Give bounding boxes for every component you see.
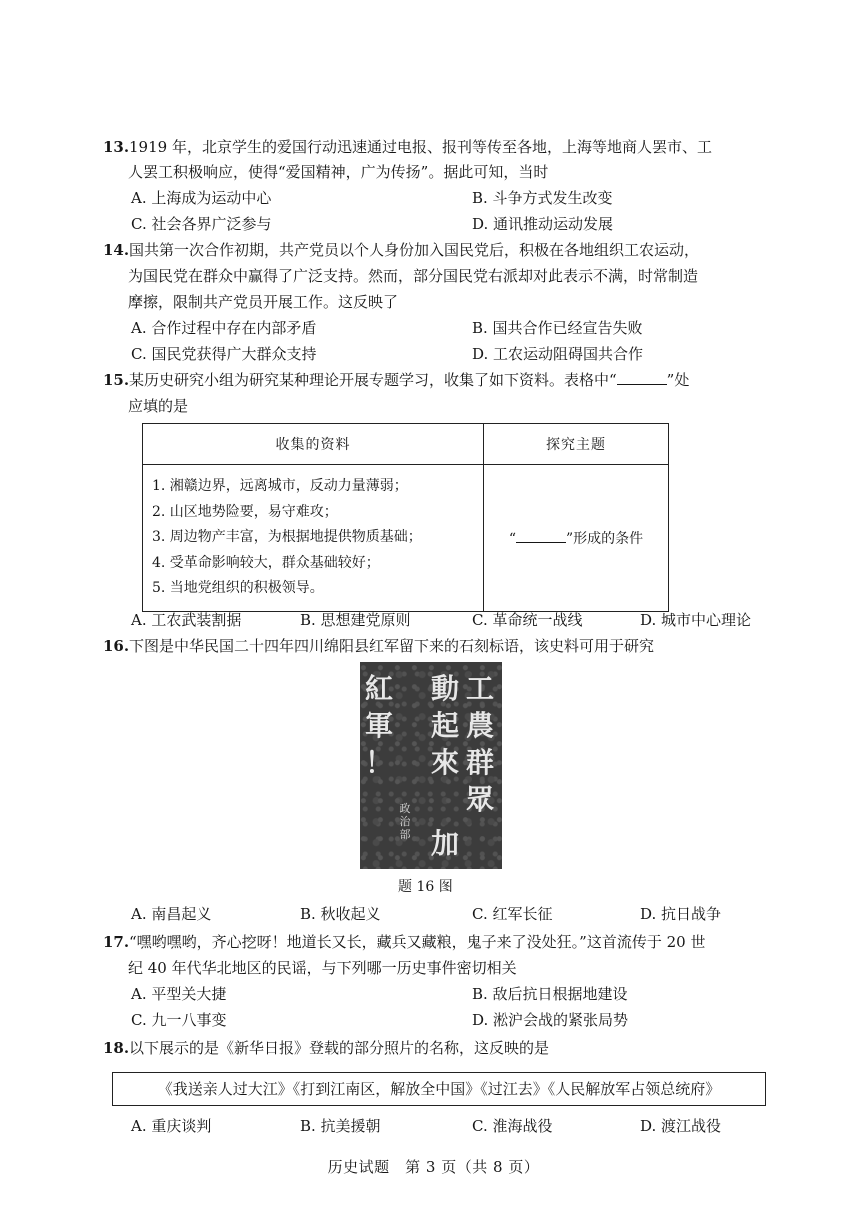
figure-caption: 题 16 图 xyxy=(398,879,453,895)
stone-text-column: 工 農 群 眾 xyxy=(465,672,494,816)
q14-option-b: B. 国共合作已经宣告失败 xyxy=(472,319,643,337)
stone-text-column: 加 xyxy=(430,827,459,860)
q17-option-b: B. 敌后抗日根据地建设 xyxy=(472,985,628,1003)
q18-option-c: C. 淮海战役 xyxy=(472,1117,553,1135)
table-materials-cell xyxy=(143,465,484,612)
q17-number: 17. xyxy=(103,933,130,951)
q15-option-a: A. 工农武装割据 xyxy=(131,611,242,629)
q14-option-c: C. 国民党获得广大群众支持 xyxy=(131,345,317,363)
q15-option-b: B. 思想建党原则 xyxy=(300,611,411,629)
q16-option-d: D. 抗日战争 xyxy=(640,905,722,923)
q17-option-d: D. 淞沪会战的紧张局势 xyxy=(472,1011,629,1029)
table-topic-cell: “ ”形成的条件 xyxy=(484,465,669,612)
q18-stem-line1: 18.以下展示的是《新华日报》登载的部分照片的名称，这反映的是 xyxy=(103,1036,773,1060)
q15-option-c: C. 革命统一战线 xyxy=(472,611,583,629)
q13-option-a: A. 上海成为运动中心 xyxy=(131,189,272,207)
q14-stem-line1: 14.国共第一次合作初期，共产党员以个人身份加入国民党后，积极在各地组织工农运动， xyxy=(103,238,773,262)
stone-signature: 政 治 部 xyxy=(399,802,411,841)
q13-option-d: D. 通讯推动运动发展 xyxy=(472,215,614,233)
q14-number: 14. xyxy=(103,241,130,259)
q14-stem-line2: 为国民党在群众中赢得了广泛支持。然而，部分国民党右派却对此表示不满，时常制造 xyxy=(128,267,699,285)
q17-stem-line1: 17.“嘿哟嘿哟，齐心挖呀！地道长又长，藏兵又藏粮，鬼子来了没处狂。”这首流传于 20 世 xyxy=(103,930,773,954)
q15-stem-line1: 15.某历史研究小组为研究某种理论开展专题学习，收集了如下资料。表格中“ ”处 xyxy=(103,368,773,392)
q15-blank xyxy=(617,370,667,385)
material-item: 3. 周边物产丰富，为根据地提供物质基础； xyxy=(152,529,422,545)
q16-stem-line1: 16.下图是中华民国二十四年四川绵阳县红军留下来的石刻标语，该史料可用于研究 xyxy=(103,634,773,658)
q17-option-a: A. 平型关大捷 xyxy=(131,985,227,1003)
q17-option-c: C. 九一八事变 xyxy=(131,1011,227,1029)
material-item: 4. 受革命影响较大，群众基础较好； xyxy=(152,554,380,571)
q14-option-d: D. 工农运动阻碍国共合作 xyxy=(472,345,644,363)
q13-stem-line1: 13.1919 年，北京学生的爱国行动迅速通过电报、报刊等传至各地，上海等地商人罢市、工 xyxy=(103,135,773,159)
material-item: 2. 山区地势险要，易守难攻； xyxy=(152,503,338,520)
q14-option-a: A. 合作过程中存在内部矛盾 xyxy=(131,319,317,337)
material-item: 1. 湘赣边界，远离城市，反动力量薄弱； xyxy=(152,478,408,494)
q14-stem-line3: 摩擦，限制共产党员开展工作。这反映了 xyxy=(128,293,399,311)
table-header-topic: 探究主题 xyxy=(484,424,669,465)
q18-option-a: A. 重庆谈判 xyxy=(131,1117,212,1135)
q15-option-d: D. 城市中心理论 xyxy=(640,611,752,629)
q17-stem-line2: 纪 40 年代华北地区的民谣，与下列哪一历史事件密切相关 xyxy=(128,959,517,977)
topic-blank xyxy=(516,528,566,543)
q18-photo-titles-box: 《我送亲人过大江》《打到江南区，解放全中国》《过江去》《人民解放军占领总统府》 xyxy=(112,1072,766,1106)
q18-option-b: B. 抗美援朝 xyxy=(300,1117,381,1135)
page-footer: 历史试题 第 3 页（共 8 页） xyxy=(327,1158,540,1176)
q18-number: 18. xyxy=(103,1039,130,1057)
q13-option-b: B. 斗争方式发生改变 xyxy=(472,189,613,207)
q16-number: 16. xyxy=(103,637,130,655)
stone-text-column: 動 起 來 xyxy=(430,672,459,779)
table-header-materials: 收集的资料 xyxy=(143,424,484,465)
q13-stem-line2: 人罢工积极响应，使得“爱国精神，广为传扬”。据此可知，当时 xyxy=(128,163,549,181)
q13-number: 13. xyxy=(103,138,130,156)
q16-option-a: A. 南昌起义 xyxy=(131,905,212,923)
q16-option-c: C. 红军长征 xyxy=(472,905,553,923)
q13-option-c: C. 社会各界广泛参与 xyxy=(131,215,272,233)
q16-option-b: B. 秋收起义 xyxy=(300,905,381,923)
q15-stem-line2: 应填的是 xyxy=(128,397,189,415)
stone-carving-image xyxy=(360,662,502,869)
q15-materials-table xyxy=(142,423,669,612)
material-item: 5. 当地党组织的积极领导。 xyxy=(152,580,324,596)
stone-text-column: 紅 軍 ！ xyxy=(364,672,393,779)
q15-number: 15. xyxy=(103,371,130,389)
q18-option-d: D. 渡江战役 xyxy=(640,1117,722,1135)
